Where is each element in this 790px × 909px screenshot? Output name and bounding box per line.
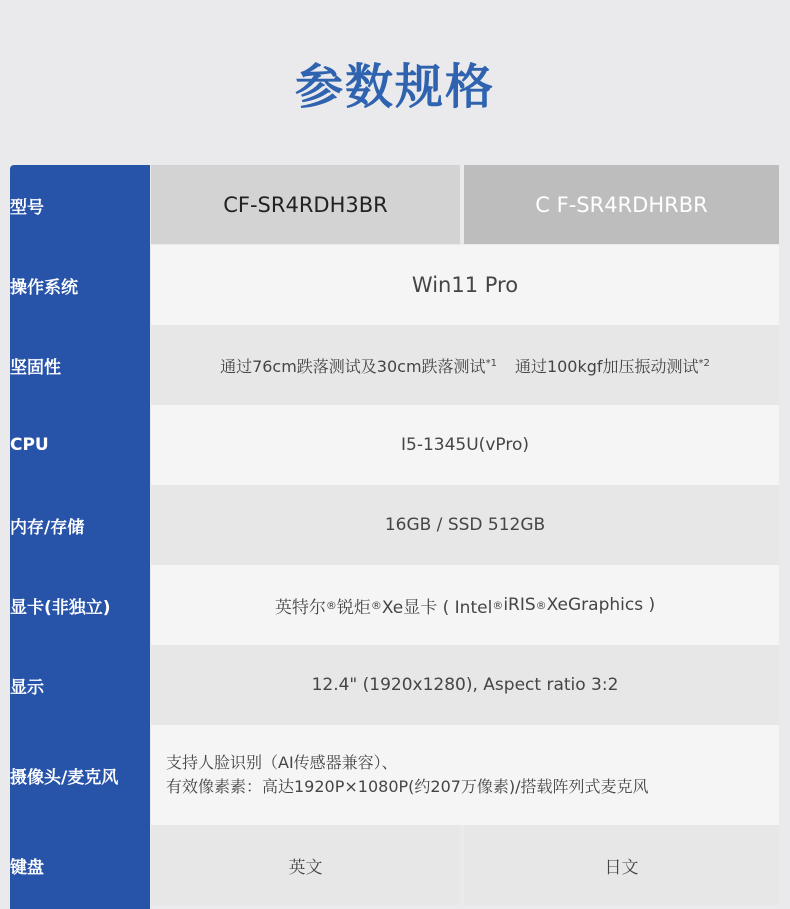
gpu-text-3: Xe显卡 ( Intel [381, 597, 493, 618]
label-keyboard: 键盘 [10, 857, 44, 878]
keyboard-value-1: 英文 [151, 825, 460, 905]
label-gpu: 显卡(非独立) [10, 597, 111, 618]
gpu-text-5: XeGraphics ) [546, 595, 656, 615]
label-memory: 内存/存储 [10, 517, 85, 538]
gpu-reg-2: ® [370, 598, 382, 612]
label-durability: 坚固性 [10, 357, 61, 378]
gpu-reg-1: ® [325, 598, 337, 612]
label-cpu: CPU [10, 435, 49, 455]
durability-text-1: 通过76cm跌落测试及30cm跌落测试 [220, 356, 486, 376]
durability-value [151, 325, 779, 405]
label-camera: 摄像头/麦克风 [10, 767, 119, 788]
camera-line-1: 支持人脸识别（AI传感器兼容）、 [166, 753, 398, 772]
label-model: 型号 [10, 197, 44, 218]
durability-note-1: *1 [485, 357, 497, 369]
durability-text-2: 通过100kgf加压振动测试 [514, 356, 699, 376]
cpu-value: I5-1345U(vPro) [151, 405, 779, 485]
gpu-value [151, 565, 779, 645]
camera-value [151, 725, 779, 825]
model-value-1: CF-SR4RDH3BR [151, 165, 460, 244]
os-value: Win11 Pro [151, 245, 779, 325]
label-os: 操作系统 [10, 277, 78, 298]
gpu-reg-4: ® [535, 598, 547, 612]
durability-note-2: *2 [698, 357, 710, 369]
keyboard-value-2: 日文 [464, 825, 779, 905]
gpu-text-2: 锐炬 [336, 597, 371, 618]
memory-value: 16GB / SSD 512GB [151, 485, 779, 565]
page-title: 参数规格 [294, 59, 495, 115]
display-value: 12.4" (1920x1280), Aspect ratio 3:2 [151, 645, 779, 725]
gpu-text-1: 英特尔 [274, 597, 326, 618]
label-display: 显示 [10, 677, 44, 698]
gpu-reg-3: ® [492, 598, 504, 612]
camera-line-2: 有效像素素：高达1920P×1080P(约207万像素)/搭载阵列式麦克风 [166, 777, 649, 796]
model-value-2: C F-SR4RDHRBR [464, 165, 779, 244]
gpu-text-4: iRIS [503, 595, 536, 615]
